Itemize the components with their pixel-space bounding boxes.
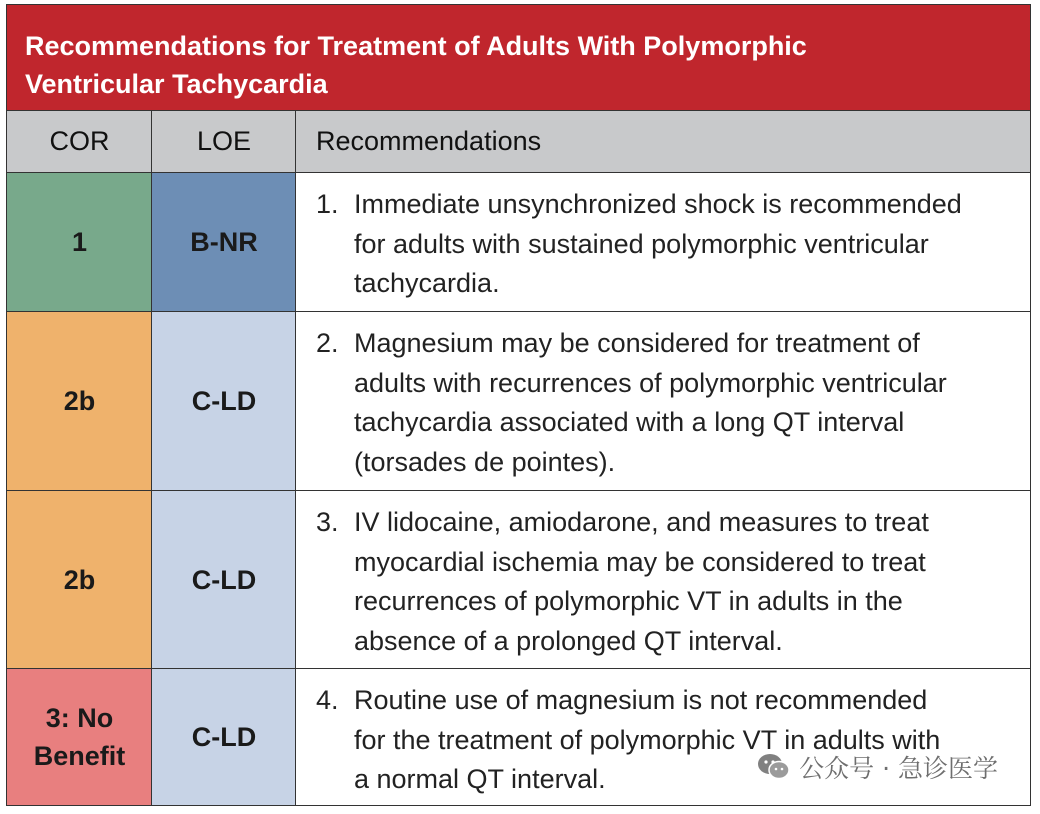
watermark-text: 公众号 · 急诊医学 <box>799 754 998 783</box>
recommendation-cell <box>296 173 1030 311</box>
recommendation-number: 3. <box>316 507 339 537</box>
column-divider <box>295 110 296 805</box>
header-loe: LOE <box>196 126 252 156</box>
wechat-icon <box>757 753 791 781</box>
loe-cell: C-LD <box>152 491 296 668</box>
loe-cell: C-LD <box>152 312 296 490</box>
cor-cell: 2b <box>7 491 152 668</box>
table-row <box>7 173 1030 312</box>
table-title-line-1: Recommendations for Treatment of Adults With Polymorphic <box>25 31 807 61</box>
loe-cell: B-NR <box>152 173 296 311</box>
cor-cell: 3: No Benefit <box>7 669 152 805</box>
recommendation-text: IV lidocaine, amiodarone, and measures to treat myocardial ischemia may be considered to treat recurrences of polymorphic VT in adults in the absence of a prolonged QT interval. <box>354 507 929 656</box>
recommendation-number: 2. <box>316 328 339 358</box>
recommendation-number: 4. <box>316 685 339 715</box>
cor-cell: 1 <box>7 173 152 311</box>
recommendation-cell <box>296 491 1030 668</box>
table-title-line-2: Ventricular Tachycardia <box>25 69 328 99</box>
table-row <box>7 312 1030 491</box>
recommendation-cell <box>296 312 1030 490</box>
recommendation-number: 1. <box>316 189 339 219</box>
recommendations-table <box>6 4 1031 806</box>
recommendation-text: Magnesium may be considered for treatment of adults with recurrences of polymorphic ventricular tachycardia associated with a long QT interval (torsades de pointes). <box>354 328 947 477</box>
header-recommendations: Recommendations <box>316 126 542 156</box>
table-row <box>7 491 1030 669</box>
table-header-row <box>7 110 1030 173</box>
watermark <box>757 749 998 785</box>
recommendation-text: Immediate unsynchronized shock is recommended for adults with sustained polymorphic ventricular tachycardia. <box>354 189 962 298</box>
header-cor: COR <box>49 126 110 156</box>
cor-cell: 2b <box>7 312 152 490</box>
loe-cell: C-LD <box>152 669 296 805</box>
table-title <box>7 5 1030 110</box>
recommendation-text: Routine use of magnesium is not recommended for the treatment of polymorphic VT in adults with a normal QT interval. <box>354 685 941 794</box>
column-divider <box>151 110 152 805</box>
